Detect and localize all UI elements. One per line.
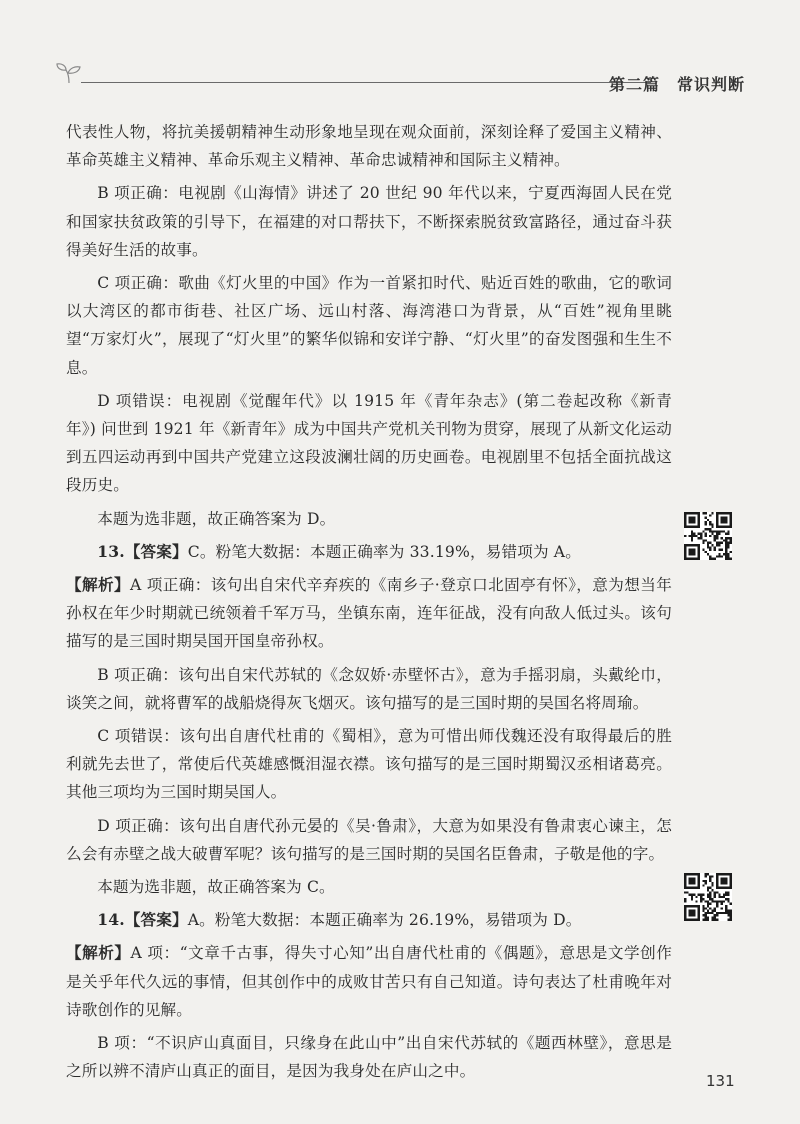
section-title: 第二篇 常识判断 (608, 75, 745, 94)
analysis-text: A 项：“文章千古事，得失寸心知”出自唐代杜甫的《偶题》，意思是文学创作是关乎年代久远的事情，但其创作中的成败甘苦只有自己知道。诗句表达了杜甫晚年对诗歌创作的见解。 (66, 944, 672, 1019)
paragraph-analysis-14 (66, 939, 672, 1024)
analysis-text: A 项正确：该句出自宋代辛弃疾的《南乡子·登京口北固亭有怀》，意为想当年孙权在年少时期就已统领着千军万马，坐镇东南，连年征战，没有向敌人低过头。该句描写的是三国时期吴国开国皇帝孙权。 (66, 576, 672, 651)
paragraph-answer-14 (66, 906, 672, 934)
sprout-icon (55, 62, 85, 84)
page-number: 131 (706, 1072, 735, 1090)
paragraph-14-option-b: B 项：“不识庐山真面目，只缘身在此山中”出自宋代苏轼的《题西林壁》，意思是之所以辨不清庐山真正的面目，是因为我身处在庐山之中。 (66, 1034, 672, 1081)
paragraph-analysis-13 (66, 571, 672, 656)
analysis-label: 【解析】 (66, 943, 131, 963)
answer-text: A。粉笔大数据：本题正确率为 26.19%，易错项为 D。 (187, 911, 582, 930)
analysis-label: 【解析】 (66, 575, 130, 595)
answer-text: C。粉笔大数据：本题正确率为 33.19%，易错项为 A。 (187, 542, 581, 561)
paragraph-conclusion-12: 本题为选非题，故正确答案为 D。 (97, 509, 336, 528)
paragraph-option-d: D 项错误：电视剧《觉醒年代》以 1915 年《青年杂志》(第二卷起改称《新青年》) 问世到 1921 年《新青年》成为中国共产党机关刊物为贯穿，展现了从新文化运动到五四运动再到中国共产党建立这段波澜壮阔的历史画卷。电视剧里不包括全面抗战这段历史。 (66, 391, 672, 495)
paragraph-13-option-c: C 项错误：该句出自唐代杜甫的《蜀相》，意为可惜出师伐魏还没有取得最后的胜利就先去世了，常使后代英雄感慨泪湿衣襟。该句描写的是三国时期蜀汉丞相诸葛亮。其他三项均为三国时期吴国人。 (66, 727, 672, 802)
paragraph-option-c: C 项正确：歌曲《灯火里的中国》作为一首紧扣时代、贴近百姓的歌曲，它的歌词以大湾区的都市街巷、社区广场、远山村落、海湾港口为背景，从“百姓”视角里眺望“万家灯火”，展现了“灯火里”的繁华似锦和安详宁静、“灯火里”的奋发图强和生生不息。 (66, 274, 672, 377)
paragraph-option-b: B 项正确：电视剧《山海情》讲述了 20 世纪 90 年代以来，宁夏西海固人民在党和国家扶贫政策的引导下，在福建的对口帮扶下，不断探索脱贫致富路径，通过奋斗获得美好生活的故事。 (66, 184, 672, 259)
qr-code-icon[interactable] (684, 512, 732, 560)
paragraph-continuation: 代表性人物，将抗美援朝精神生动形象地呈现在观众面前，深刻诠释了爱国主义精神、革命英雄主义精神、革命乐观主义精神、革命忠诚精神和国际主义精神。 (66, 123, 672, 170)
qr-code-icon[interactable] (684, 873, 732, 921)
page-header (55, 62, 745, 98)
answer-label: 13.【答案】 (97, 541, 188, 561)
paragraph-13-option-b: B 项正确：该句出自宋代苏轼的《念奴娇·赤壁怀古》，意为手摇羽扇，头戴纶巾，谈笑之间，就将曹军的战船烧得灰飞烟灭。该句描写的是三国时期的吴国名将周瑜。 (66, 665, 672, 712)
paragraph-13-option-d: D 项正确：该句出自唐代孙元晏的《吴·鲁肃》，大意为如果没有鲁肃衷心谏主，怎么会有赤壁之战大破曹军呢？该句描写的是三国时期的吴国名臣鲁肃，子敬是他的字。 (66, 816, 672, 863)
paragraph-conclusion-13: 本题为选非题，故正确答案为 C。 (97, 878, 335, 897)
header-rule (81, 82, 651, 83)
paragraph-answer-13 (66, 538, 672, 566)
answer-label: 14.【答案】 (97, 910, 188, 930)
page-body (66, 118, 672, 1091)
